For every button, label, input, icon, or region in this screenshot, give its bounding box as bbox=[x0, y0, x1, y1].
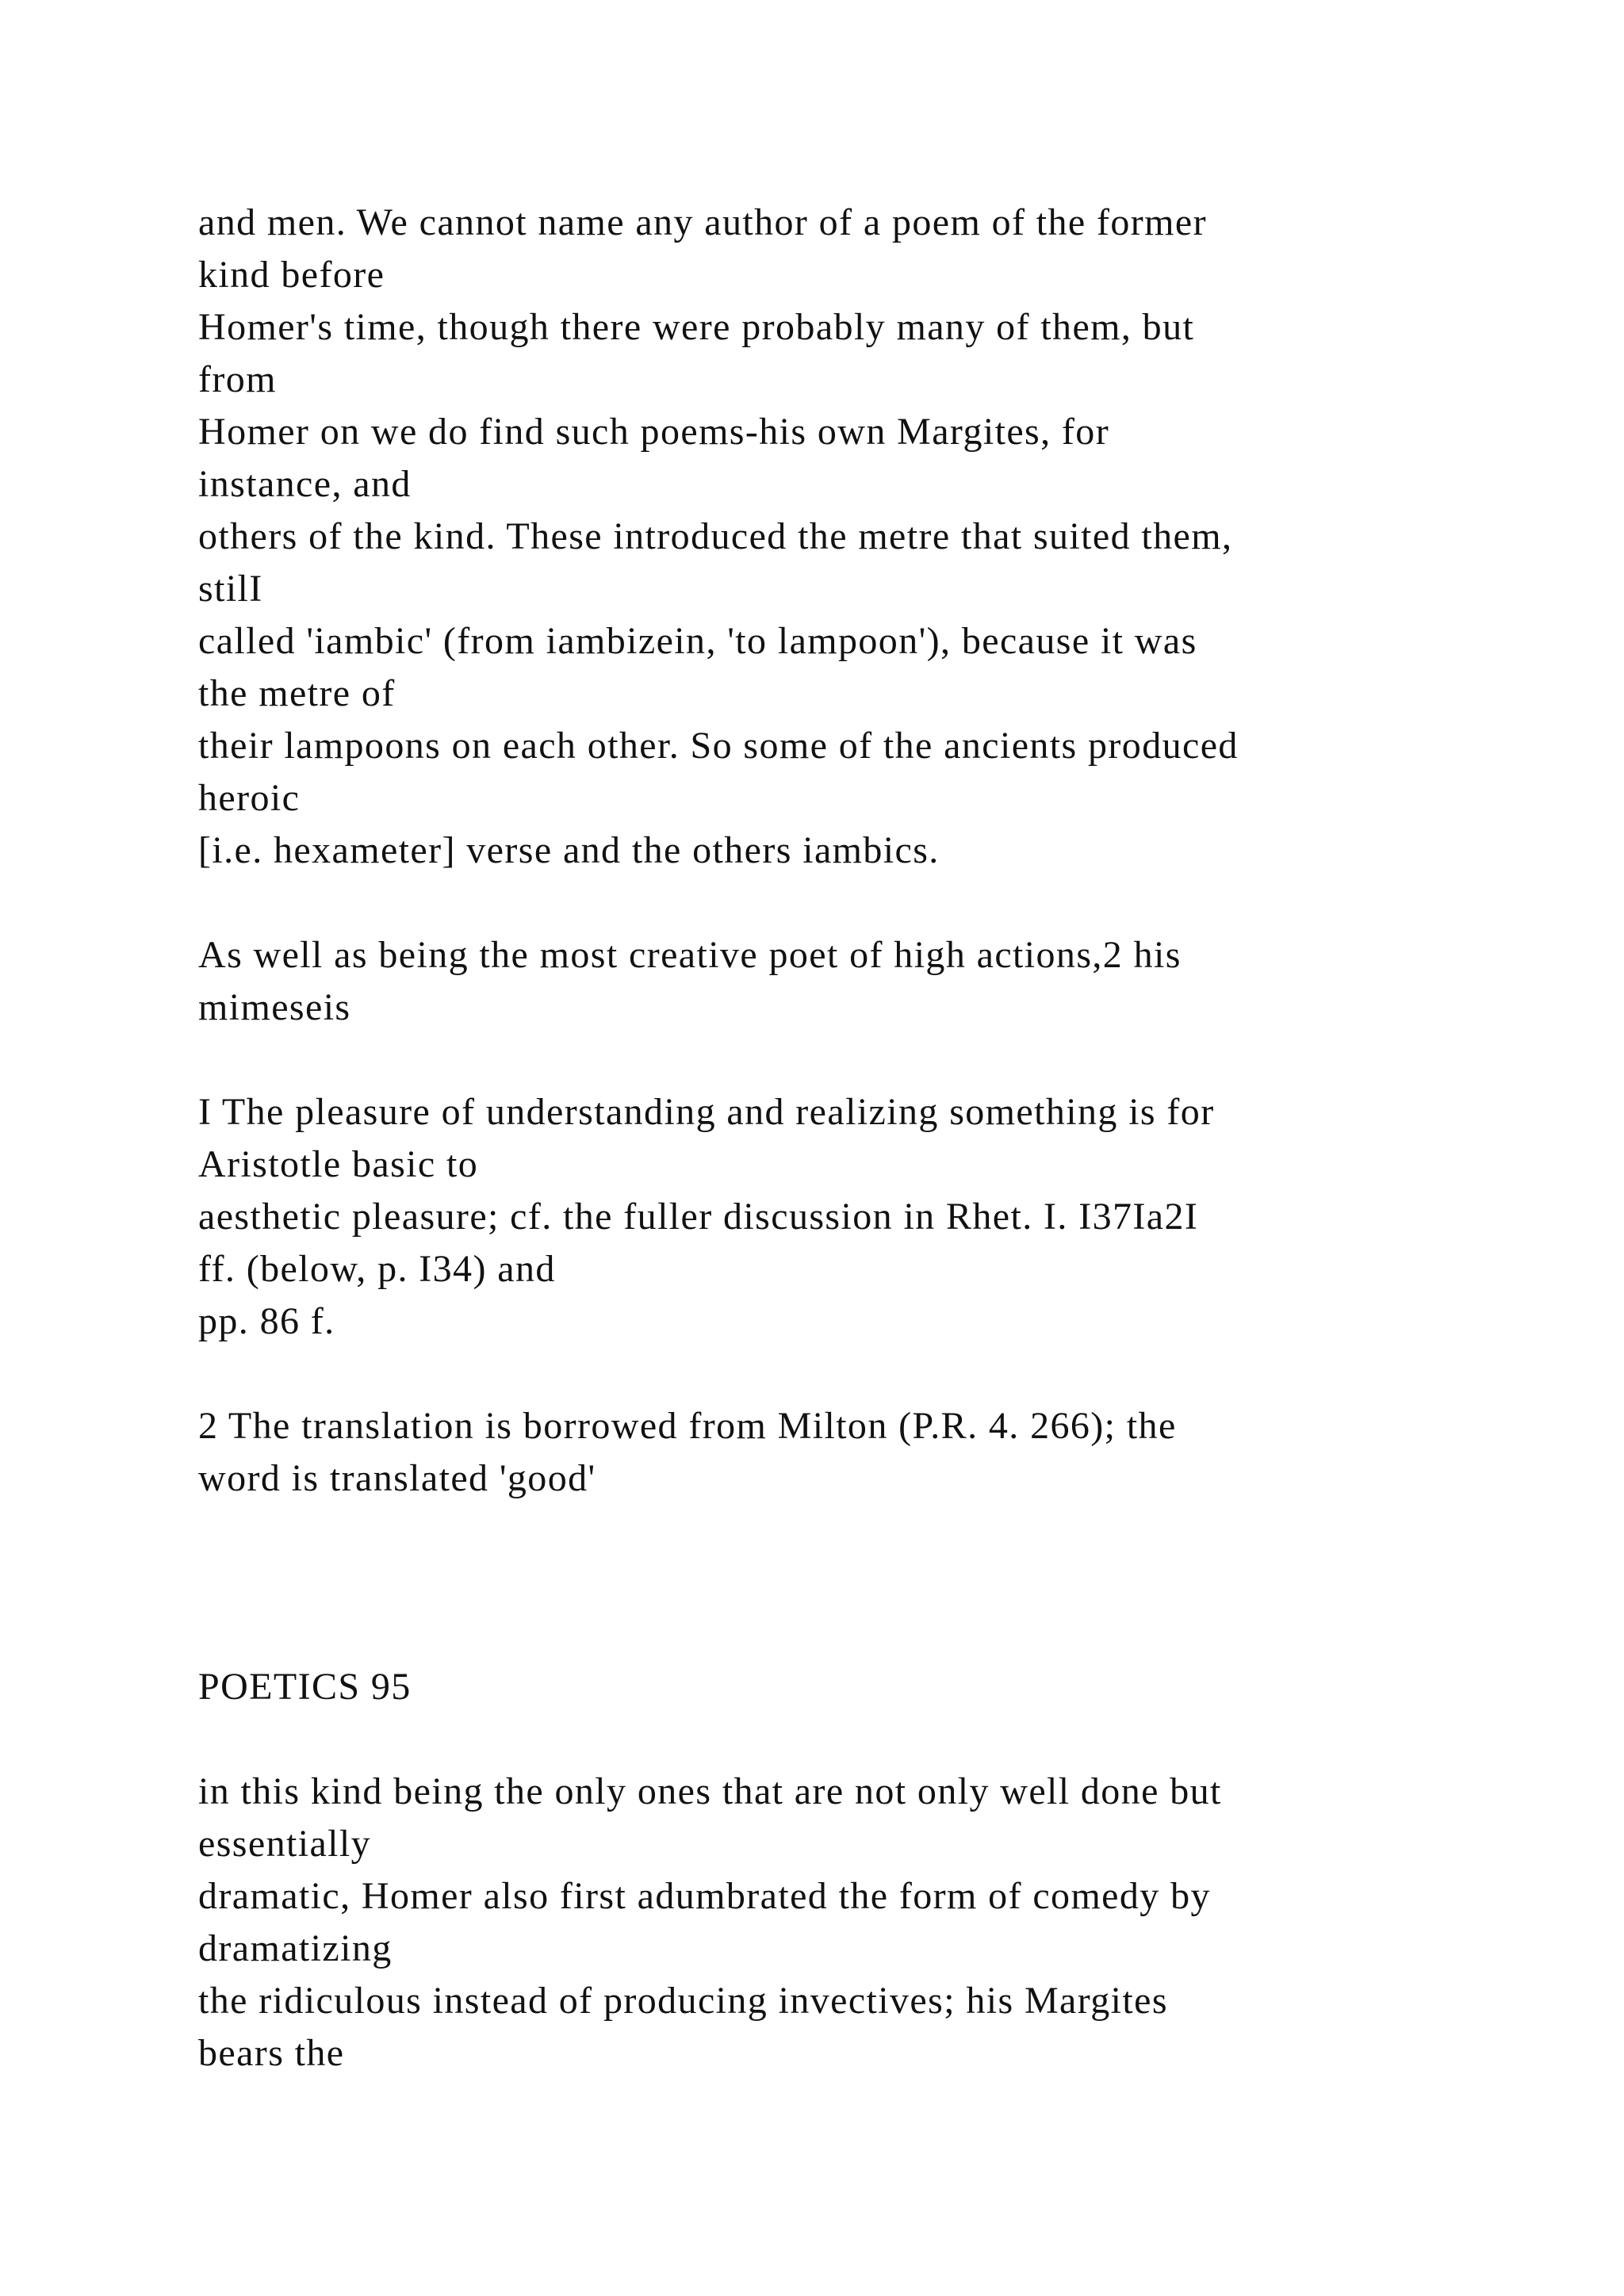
text-line: in this kind being the only ones that are not only well done but bbox=[198, 1770, 1222, 1812]
text-line: and men. We cannot name any author of a poem of the former bbox=[198, 201, 1208, 243]
text-line: stilI bbox=[198, 568, 263, 610]
text-line: essentially bbox=[198, 1823, 372, 1865]
text-line: from bbox=[198, 358, 277, 400]
text-line: Homer on we do find such poems-his own Margites, for bbox=[198, 411, 1110, 453]
text-line: instance, and bbox=[198, 463, 412, 505]
text-line: [i.e. hexameter] verse and the others iambics. bbox=[198, 829, 940, 871]
footnote-line: aesthetic pleasure; cf. the fuller discussion in Rhet. I. I37Ia2I bbox=[198, 1196, 1199, 1238]
footnote-line: I The pleasure of understanding and realizing something is for bbox=[198, 1091, 1215, 1133]
text-line: As well as being the most creative poet of high actions,2 his bbox=[198, 934, 1182, 976]
footnote-line: Aristotle basic to bbox=[198, 1143, 479, 1185]
text-line: dramatizing bbox=[198, 1927, 393, 1969]
page-header: POETICS 95 bbox=[198, 1666, 412, 1708]
footnote-line: ff. (below, p. I34) and bbox=[198, 1248, 556, 1290]
text-line: Homer's time, though there were probably many of them, but bbox=[198, 306, 1195, 348]
text-line: called 'iambic' (from iambizein, 'to lampoon'), because it was bbox=[198, 620, 1197, 662]
footnote-line: pp. 86 f. bbox=[198, 1300, 335, 1342]
text-line: bears the bbox=[198, 2032, 345, 2074]
text-line: the metre of bbox=[198, 672, 396, 714]
footnote-line: word is translated 'good' bbox=[198, 1457, 596, 1499]
text-line: others of the kind. These introduced the metre that suited them, bbox=[198, 515, 1233, 557]
text-line: kind before bbox=[198, 254, 385, 296]
text-line: heroic bbox=[198, 777, 301, 819]
text-line: their lampoons on each other. So some of the ancients produced bbox=[198, 725, 1239, 767]
footnote-line: 2 The translation is borrowed from Milton (P.R. 4. 266); the bbox=[198, 1405, 1177, 1447]
text-line: the ridiculous instead of producing invectives; his Margites bbox=[198, 1980, 1168, 2022]
text-line: mimeseis bbox=[198, 986, 351, 1028]
text-line: dramatic, Homer also first adumbrated the form of comedy by bbox=[198, 1875, 1211, 1917]
